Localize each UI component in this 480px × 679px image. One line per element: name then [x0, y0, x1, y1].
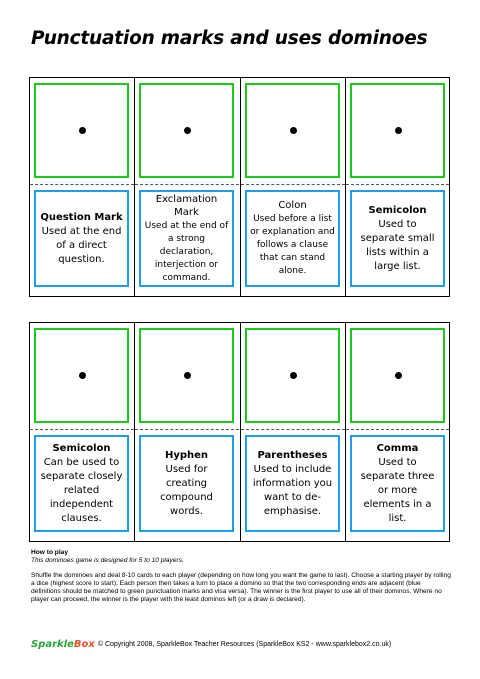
definition-text: Used for creating compound words.: [160, 463, 213, 517]
definition-term: Colon: [278, 200, 307, 211]
domino-sheet-1: [29, 77, 450, 297]
domino-card: [29, 323, 134, 541]
full-stop-mark: [79, 127, 86, 134]
definition-term: Semicolon: [368, 204, 427, 216]
definition-text: Used to separate small lists within a large list.: [360, 218, 435, 272]
punctuation-mark-square: [139, 83, 234, 178]
copyright-text: © Copyright 2008, SparkleBox Teacher Resources (SparkleBox KS2 - www.sparklebox2.co.uk): [97, 641, 392, 648]
definition-term: Hyphen: [164, 449, 209, 461]
page-title: Punctuation marks and uses dominoes: [31, 28, 428, 49]
domino-card: [134, 78, 239, 296]
how-to-play-rules: Shuffle the dominoes and deal 8-10 cards to each player (depending on how long you want the game to last). Choose a starting player by rolling a dice (highest score to start). Each person then takes a turn to place a domino so that the two corresponding ends are adjacent (blue definitions should be matched to green punctuation marks and visa versa). The winner is the first player to use all of their dominos. Where no player can proceed, the winner is the player with the least dominos left (or a draw is declared).: [31, 571, 451, 604]
how-to-play: [31, 549, 451, 605]
definition-text: Used at the end of a strong declaration, interjection or command.: [144, 220, 229, 283]
full-stop-mark: [395, 127, 402, 134]
domino-sheet-2: [29, 322, 450, 542]
punctuation-mark-square: [245, 83, 340, 178]
fold-line: [30, 184, 134, 185]
domino-card: [240, 323, 345, 541]
definition-term: Exclamation Mark: [155, 193, 218, 218]
definition-square: [245, 435, 340, 532]
fold-line: [135, 429, 239, 430]
definition-term: Comma: [376, 442, 419, 454]
definition-text: Used before a list or explanation and follows a clause that can stand alone.: [250, 214, 335, 276]
fold-line: [241, 184, 345, 185]
punctuation-mark-square: [139, 328, 234, 423]
definition-square: [139, 190, 234, 287]
definition-term: Parentheses: [257, 449, 328, 461]
full-stop-mark: [79, 372, 86, 379]
definition-text: Used at the end of a direct question.: [41, 225, 122, 265]
domino-card: [134, 323, 239, 541]
definition-square: [34, 190, 129, 287]
full-stop-mark: [290, 372, 297, 379]
definition-text: Used to separate three or more elements in a list.: [360, 456, 435, 524]
full-stop-mark: [184, 372, 191, 379]
fold-line: [30, 429, 134, 430]
punctuation-mark-square: [350, 328, 445, 423]
domino-card: [345, 78, 450, 296]
definition-square: [350, 435, 445, 532]
sparklebox-logo: SparkleBox: [31, 639, 95, 650]
fold-line: [346, 184, 449, 185]
full-stop-mark: [290, 127, 297, 134]
punctuation-mark-square: [245, 328, 340, 423]
domino-card: [240, 78, 345, 296]
domino-card: [345, 323, 450, 541]
definition-term: Semicolon: [52, 442, 111, 454]
definition-text: Can be used to separate closely related independent clauses.: [40, 456, 123, 524]
definition-square: [350, 190, 445, 287]
how-to-play-subheading: This dominoes game is designed for 5 to 10 players.: [31, 557, 184, 565]
full-stop-mark: [395, 372, 402, 379]
fold-line: [241, 429, 345, 430]
punctuation-mark-square: [350, 83, 445, 178]
full-stop-mark: [184, 127, 191, 134]
definition-term: Question Mark: [40, 211, 123, 223]
definition-text: Used to include information you want to de-emphasise.: [252, 463, 333, 517]
definition-square: [34, 435, 129, 532]
definition-square: [139, 435, 234, 532]
definition-square: [245, 190, 340, 287]
how-to-play-heading: How to play: [31, 549, 68, 556]
footer: [31, 639, 391, 650]
punctuation-mark-square: [34, 328, 129, 423]
punctuation-mark-square: [34, 83, 129, 178]
fold-line: [346, 429, 449, 430]
domino-card: [29, 78, 134, 296]
fold-line: [135, 184, 239, 185]
